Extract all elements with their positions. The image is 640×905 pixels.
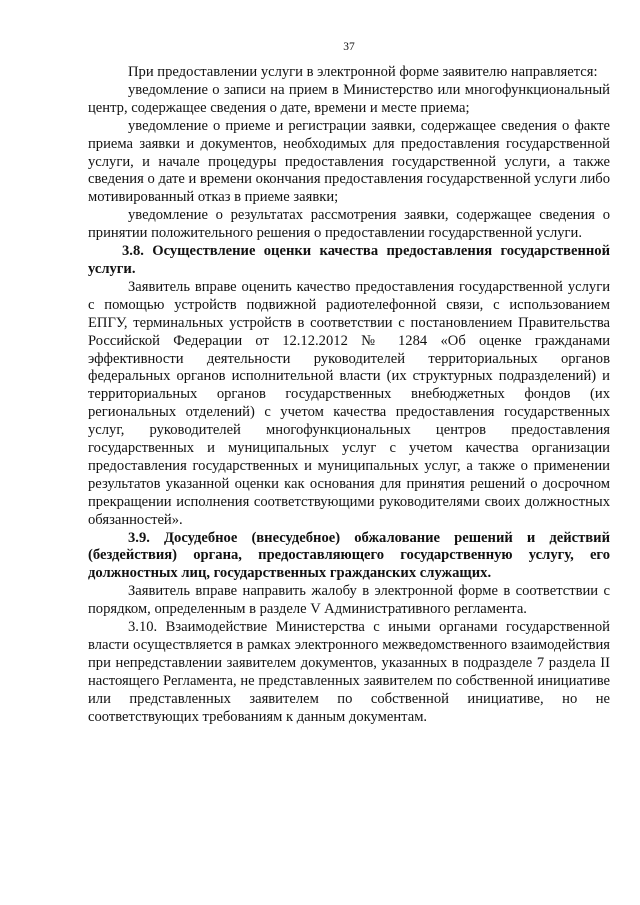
paragraph-interaction-3-10: 3.10. Взаимодействие Министерства с иными органами государственной власти осуществляется в рамках электронного межведомственного взаимодействия при непредставлении заявителем документов, указанных в подразделе 7 раздела II настоящего Регламента, не представленных заявителем по собственной инициативе или представленных заявителем по собственной инициативе, но не соответствующих требованиям к данным документам. (88, 619, 610, 725)
paragraph-complaint: Заявитель вправе направить жалобу в электронной форме в соответствии с порядком, определенным в разделе V Административного регламента. (88, 583, 610, 618)
section-heading-3-8: 3.8. Осуществление оценки качества предоставления государственной услуги. (88, 243, 610, 277)
paragraph-intro: При предоставлении услуги в электронной форме заявителю направляется: (128, 64, 598, 80)
document-body (88, 64, 610, 727)
paragraph-quality-assessment: Заявитель вправе оценить качество предоставления государственной услуги с помощью устройств подвижной радиотелефонной связи, с использованием ЕПГУ, терминальных устройств в соответствии с постановлением Правительства Российской Федерации от 12.12.2012 № 1284 «Об оценке гражданами эффективности деятельности руководителей территориальных органов федеральных органов исполнительной власти (их структурных подразделений) и территориальных органов государственных внебюджетных фондов (их региональных отделений) с учетом качества предоставления государственных услуг, руководителей многофункциональных центров предоставления государственных и муниципальных услуг с учетом качества организации предоставления государственных и муниципальных услуг, а также о применении результатов указанной оценки как основания для принятия решений о досрочном прекращении исполнения соответствующими руководителями своих должностных обязанностей». (88, 278, 610, 528)
paragraph-notice-registration: уведомление о приеме и регистрации заявки, содержащее сведения о факте приема заявки и документов, необходимых для предоставления государственной услуги, и начале процедуры предоставления государственной услуги, а также сведения о дате и времени окончания предоставления государственной услуги либо мотивированный отказ в приеме заявки; (88, 117, 610, 206)
section-heading-3-9: 3.9. Досудебное (внесудебное) обжалование решений и действий (бездействия) органа, предоставляющего государственную услугу, его должностных лиц, государственных гражданских служащих. (88, 529, 610, 582)
paragraph-notice-result: уведомление о результатах рассмотрения заявки, содержащее сведения о принятии положительного решения о предоставлении государственной услуги. (88, 207, 610, 242)
page-number: 37 (343, 41, 355, 53)
paragraph-notice-appointment: уведомление о записи на прием в Министерство или многофункциональный центр, содержащее сведения о дате, времени и месте приема; (88, 81, 610, 116)
